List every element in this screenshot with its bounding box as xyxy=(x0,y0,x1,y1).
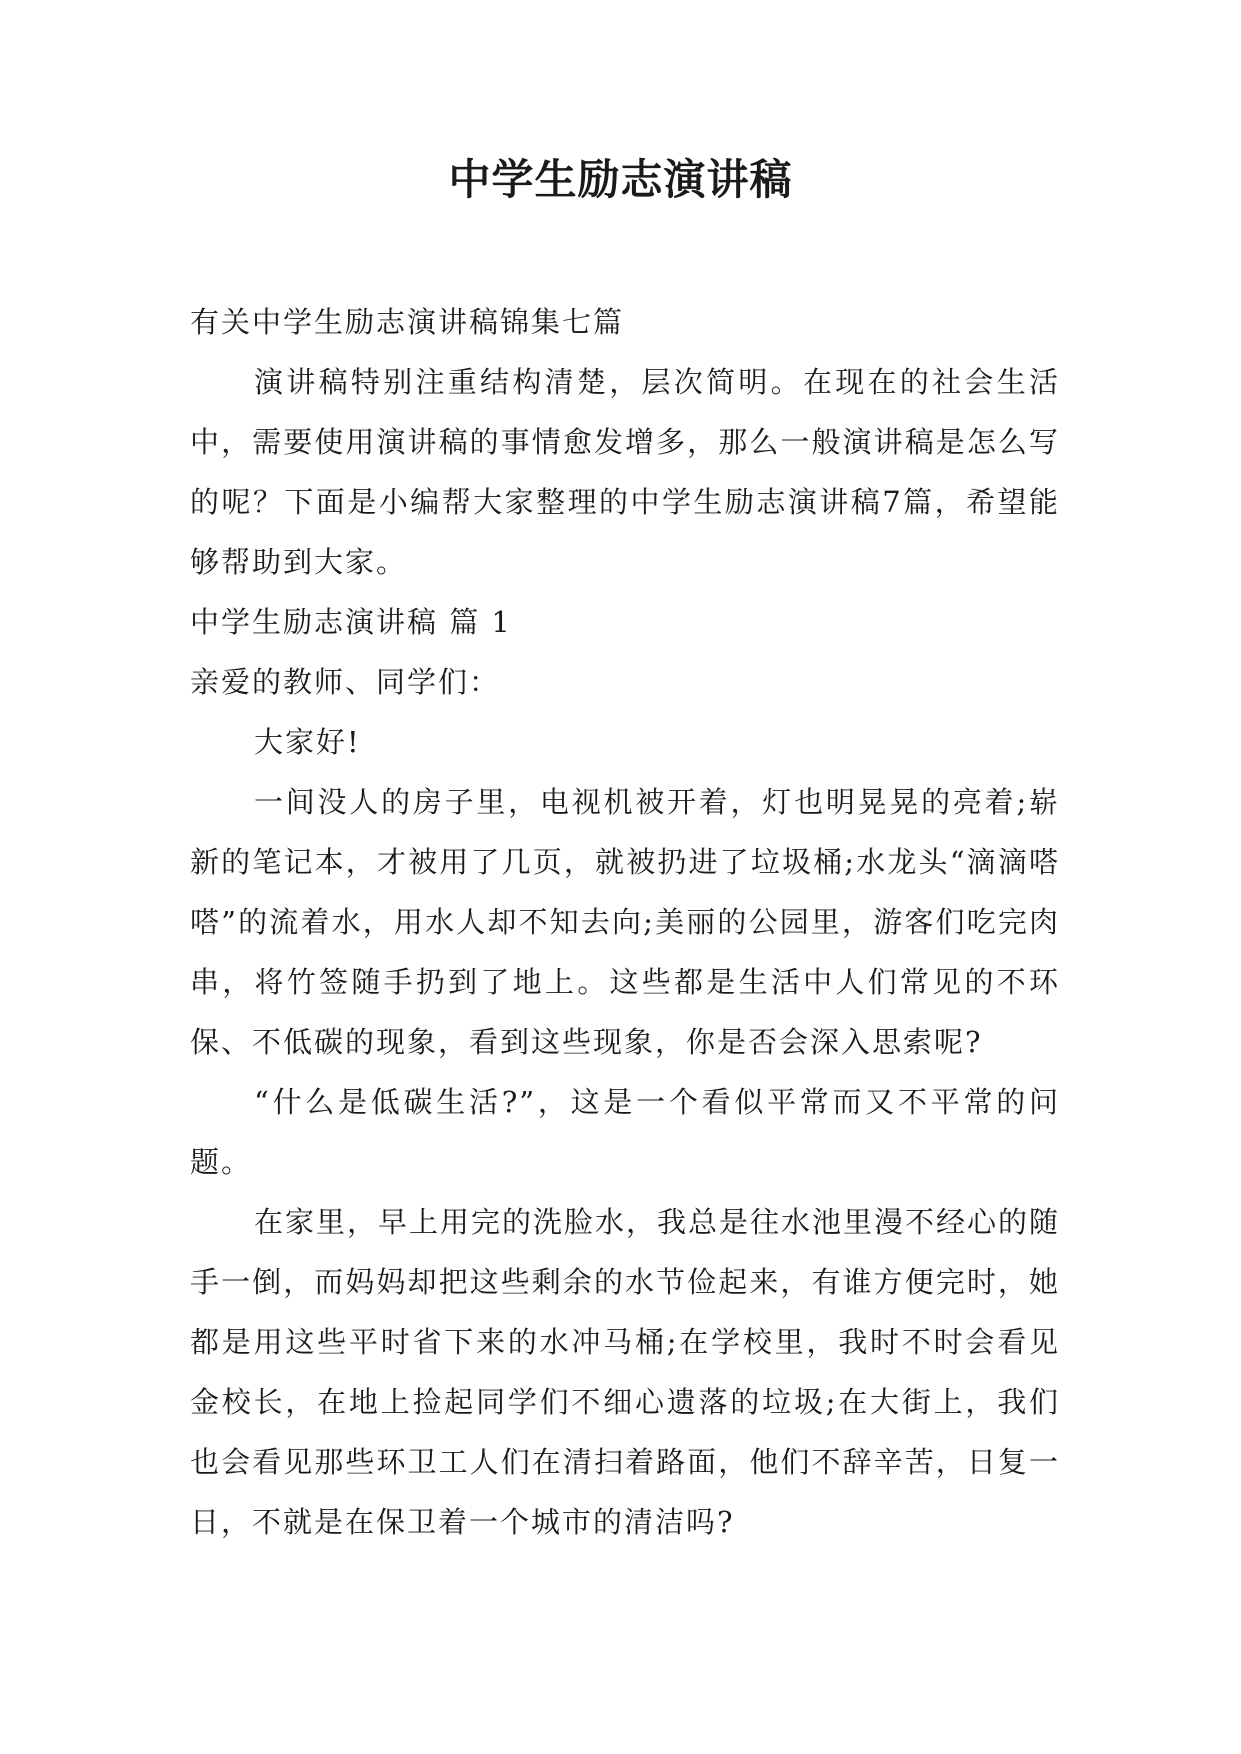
salutation: 亲爱的教师、同学们： xyxy=(190,665,501,699)
document-body xyxy=(190,292,1060,1552)
body-paragraph: 一间没人的房子里，电视机被开着，灯也明晃晃的亮着;崭新的笔记本，才被用了几页，就被扔进了垃圾桶;水龙头“滴滴嗒嗒”的流着水，用水人却不知去向;美丽的公园里，游客们吃完肉串，将竹签随手扔到了地上。这些都是生活中人们常见的不环保、不低碳的现象，看到这些现象，你是否会深入思索呢? xyxy=(190,785,1060,1059)
section-heading: 中学生励志演讲稿 篇 1 xyxy=(190,605,512,639)
body-paragraph: “什么是低碳生活?”，这是一个看似平常而又不平常的问题。 xyxy=(190,1085,1060,1179)
body-paragraph: 在家里，早上用完的洗脸水，我总是往水池里漫不经心的随手一倒，而妈妈却把这些剩余的水节俭起来，有谁方便完时，她都是用这些平时省下来的水冲马桶;在学校里，我时不时会看见金校长，在地上捡起同学们不细心遗落的垃圾;在大街上，我们也会看见那些环卫工人们在清扫着路面，他们不辞辛苦，日复一日，不就是在保卫着一个城市的清洁吗? xyxy=(190,1205,1061,1539)
intro-paragraph: 演讲稿特别注重结构清楚，层次简明。在现在的社会生活中，需要使用演讲稿的事情愈发增多，那么一般演讲稿是怎么写的呢？下面是小编帮大家整理的中学生励志演讲稿7篇，希望能够帮助到大家。 xyxy=(190,365,1060,579)
document-title: 中学生励志演讲稿 xyxy=(448,155,793,204)
greeting: 大家好! xyxy=(254,725,361,759)
subtitle-line: 有关中学生励志演讲稿锦集七篇 xyxy=(190,305,625,339)
